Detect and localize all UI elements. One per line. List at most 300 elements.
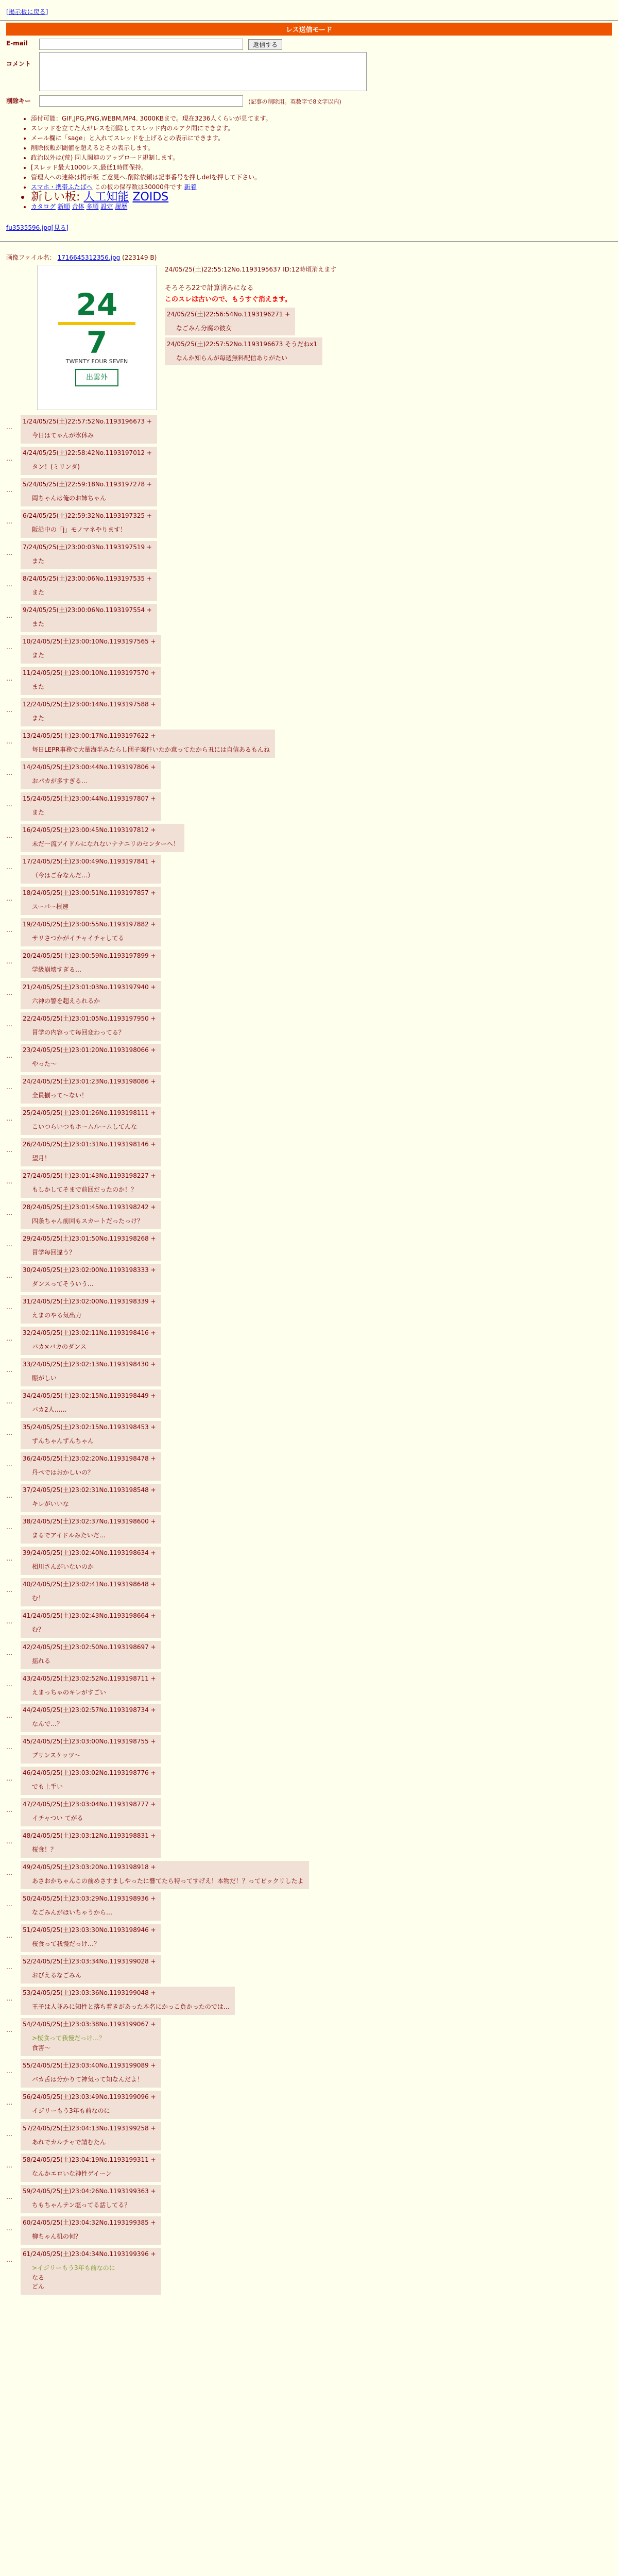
reply-header[interactable]: 41/24/05/25(土)23:02:43No.1193198664 + (23, 1612, 156, 1619)
op-file-size: (223149 B) (122, 254, 157, 261)
reply-text: なんか知らんが毎週無料配信ありがたい (176, 354, 288, 362)
reply-row (6, 1578, 612, 1606)
mobile-link[interactable]: スマホ・携帯ふたばへ (31, 183, 93, 191)
reply-row (6, 698, 612, 726)
reply-header[interactable]: 52/24/05/25(土)23:03:34No.1193199028 + (23, 1958, 156, 1965)
reply-header[interactable]: 44/24/05/25(土)23:02:57No.1193198734 + (23, 1706, 156, 1714)
reply-header[interactable]: 48/24/05/25(土)23:03:12No.1193198831 + (23, 1832, 156, 1839)
reply-row (6, 1484, 612, 1512)
reply-header[interactable]: 36/24/05/25(土)23:02:20No.1193198478 + (23, 1455, 156, 1462)
reply-row (6, 1107, 612, 1135)
rule-item: • 管理人への連絡は掲示板 ご意見へ.削除依頼は記事番号を押しdelを押して下さい。 (31, 173, 612, 182)
reply-row (6, 1798, 612, 1826)
reply-header[interactable]: 11/24/05/25(土)23:00:10No.1193197570 + (23, 669, 156, 676)
reply-marker: … (6, 1995, 12, 2002)
reply-text: プリンスケッツ～ (32, 1752, 81, 1759)
reply-box (21, 1547, 161, 1575)
email-row (6, 39, 612, 50)
reply-box (21, 1201, 161, 1229)
reply-box (21, 1767, 161, 1795)
reply-header[interactable]: 12/24/05/25(土)23:00:14No.1193197588 + (23, 701, 156, 708)
reply-header[interactable]: 49/24/05/25(土)23:03:20No.1193198918 + (23, 1863, 156, 1871)
reply-header[interactable]: 18/24/05/25(土)23:00:51No.1193197857 + (23, 889, 156, 896)
sort-merge-link[interactable]: 合体 (72, 203, 84, 210)
reply-box (21, 1892, 161, 1921)
reply-header[interactable]: 5/24/05/25(土)22:59:18No.1193197278 + (23, 481, 152, 488)
reply-box (21, 1012, 161, 1041)
reply-row (6, 1829, 612, 1858)
reply-row (6, 981, 612, 1009)
reply-header[interactable]: 40/24/05/25(土)23:02:41No.1193198648 + (23, 1581, 156, 1588)
reply-text: まるでアイドルみたいだ… (32, 1532, 106, 1539)
reply-row (6, 2122, 612, 2150)
reply-header[interactable]: 26/24/05/25(土)23:01:31No.1193198146 + (23, 1141, 156, 1148)
reply-marker: … (6, 2026, 12, 2033)
delkey-field[interactable] (39, 95, 243, 107)
reply-text: バカ2人…… (32, 1406, 67, 1413)
comment-field-wrap (39, 52, 367, 93)
reply-row (6, 478, 612, 506)
reply-marker: … (6, 423, 12, 431)
reply-row (6, 1609, 612, 1638)
reply-marker: … (6, 769, 12, 776)
new-board-prefix: 新しい板: (31, 191, 80, 204)
reply-marker: … (6, 1681, 12, 1688)
reply-header[interactable]: 57/24/05/25(土)23:04:13No.1193199258 + (23, 2125, 156, 2132)
reply-box (21, 1389, 161, 1418)
board-ai-link[interactable]: 人工知能 (83, 191, 129, 204)
reply-marker: … (6, 2067, 12, 2075)
reply-marker: … (6, 1115, 12, 1122)
reply-marker: … (6, 958, 12, 965)
reply-marker: … (6, 1461, 12, 1468)
rule-item: • [スレッド最大1000レス,最低1時間保持。 (31, 163, 612, 173)
inline-reply (165, 337, 322, 365)
reply-row (6, 541, 612, 569)
reply-row (6, 2059, 612, 2088)
reply-marker: … (6, 675, 12, 682)
reply-text: バカ×バカのダンス (32, 1343, 87, 1350)
reply-marker: … (6, 1869, 12, 1876)
reply-box (21, 1798, 161, 1826)
reply-header[interactable]: 15/24/05/25(土)23:00:44No.1193197807 + (23, 795, 156, 802)
reply-marker: … (6, 1492, 12, 1499)
reply-text: 相川さんがいないのか (32, 1563, 94, 1570)
op-file-link[interactable]: 1716645312356.jpg (57, 254, 121, 261)
reply-text: また (32, 620, 45, 628)
reply-text: なごみんがほいちゃうから… (32, 1909, 113, 1916)
reply-text: やった～ (32, 1060, 57, 1067)
reply-header[interactable]: 24/05/25(土)22:57:52No.1193196673 そうだねx1 (167, 341, 317, 348)
reply-marker: … (6, 1083, 12, 1091)
reply-row (6, 1421, 612, 1449)
reply-box (21, 2248, 161, 2295)
rule-item: • スレッドを立てた人がレスを削除してスレッド内のルアク間にできます。 (31, 124, 612, 133)
reply-row (6, 1012, 612, 1041)
reply-box (21, 1075, 161, 1104)
rule-item: • 政治以外は(荒) 同人関連のアップロード規制します。 (31, 153, 612, 163)
reply-box (21, 1484, 161, 1512)
reply-row (6, 761, 612, 789)
reply-text: なる どん (32, 2274, 45, 2290)
reply-marker: … (6, 1429, 12, 1436)
reply-text: おびえるなごみん (32, 1972, 82, 1979)
reply-text: こいつらいつもホームルームしてんな (32, 1123, 138, 1130)
reply-header[interactable]: 22/24/05/25(土)23:01:05No.1193197950 + (23, 1015, 156, 1022)
reply-header[interactable]: 9/24/05/25(土)23:00:06No.1193197554 + (23, 606, 152, 614)
reply-row (6, 635, 612, 664)
reply-header[interactable]: 38/24/05/25(土)23:02:37No.1193198600 + (23, 1518, 156, 1525)
top-spacer (0, 0, 618, 5)
reply-header[interactable]: 7/24/05/25(土)23:00:03No.1193197519 + (23, 544, 152, 551)
reply-row (6, 1358, 612, 1386)
reply-header[interactable]: 59/24/05/25(土)23:04:26No.1193199363 + (23, 2188, 156, 2195)
reply-box (21, 2185, 161, 2213)
reply-marker: … (6, 832, 12, 839)
reply-row (6, 1735, 612, 1764)
reply-marker: … (6, 1586, 12, 1594)
reply-header[interactable]: 20/24/05/25(土)23:00:59No.1193197899 + (23, 952, 156, 959)
reply-row (6, 1515, 612, 1544)
op-header: 24/05/25(土)22:55:12No.1193195637 ID:12時頃消えます (165, 266, 337, 273)
reply-row (6, 1044, 612, 1072)
reply-header[interactable]: 56/24/05/25(土)23:03:49No.1193199096 + (23, 2093, 156, 2100)
reply-text: 冒学の内容って毎回変わってる？ (32, 1029, 125, 1036)
reply-box (21, 1232, 161, 1261)
inline-reply (165, 308, 295, 335)
comment-label: コメント (6, 60, 31, 67)
reply-marker: … (6, 1618, 12, 1625)
reply-row (6, 730, 612, 758)
reply-text: 冒学毎回違う？ (32, 1249, 76, 1256)
reply-row (6, 1138, 612, 1166)
reply-marker: … (6, 1146, 12, 1154)
reply-mode-banner: レス送信モード (6, 23, 612, 36)
thumb-subtitle: TWENTY FOUR SEVEN (65, 358, 128, 365)
reply-header[interactable]: 42/24/05/25(土)23:02:50No.1193198697 + (23, 1643, 156, 1651)
thumb-box: 出雲外 (75, 369, 118, 386)
reply-header[interactable]: 46/24/05/25(土)23:03:02No.1193198776 + (23, 1769, 156, 1776)
reply-marker: … (6, 1021, 12, 1028)
reply-box (21, 761, 161, 789)
reply-text: また (32, 809, 45, 816)
reply-header[interactable]: 1/24/05/25(土)22:57:52No.1193196673 + (23, 418, 152, 425)
reply-header[interactable]: 29/24/05/25(土)23:01:50No.1193198268 + (23, 1235, 156, 1242)
reply-row (6, 918, 612, 946)
reply-marker: … (6, 2099, 12, 2106)
reply-text: なんで…？ (32, 1720, 63, 1727)
reply-header[interactable]: 51/24/05/25(土)23:03:30No.1193198946 + (23, 1926, 156, 1934)
reply-text: イチャつい てがる (32, 1815, 83, 1822)
reply-box (21, 415, 157, 444)
reply-header[interactable]: 39/24/05/25(土)23:02:40No.1193198634 + (23, 1549, 156, 1556)
reply-header[interactable]: 33/24/05/25(土)23:02:13No.1193198430 + (23, 1361, 156, 1368)
reply-box (21, 1295, 161, 1324)
reply-header[interactable]: 50/24/05/25(土)23:03:29No.1193198936 + (23, 1895, 156, 1902)
reply-quote: >桜食って我慢だっけ…？ (32, 2035, 106, 2042)
thread (6, 253, 612, 2295)
reply-text: む！ (32, 1595, 45, 1602)
back-nav (0, 5, 618, 18)
thumb-number-bottom: 7 (86, 325, 108, 360)
reply-header[interactable]: 60/24/05/25(土)23:04:32No.1193199385 + (23, 2219, 156, 2226)
reply-marker: … (6, 1743, 12, 1751)
reply-text: バカ舌は分かりて神気って知なんだよ！ (32, 2076, 144, 2083)
thumb-number-top: 24 (76, 286, 118, 322)
new-board-line (31, 192, 612, 202)
reply-header[interactable]: 4/24/05/25(土)22:58:42No.1193197012 + (23, 449, 152, 456)
reply-header[interactable]: 14/24/05/25(土)23:00:44No.1193197806 + (23, 764, 156, 771)
reply-header[interactable]: 16/24/05/25(土)23:00:45No.1193197812 + (23, 826, 156, 834)
reply-text: 揺れる (32, 1657, 51, 1665)
reply-box (21, 2154, 161, 2182)
delkey-field-wrap (39, 95, 341, 107)
reply-box (21, 2122, 161, 2150)
reply-header[interactable]: 19/24/05/25(土)23:00:55No.1193197882 + (23, 921, 156, 928)
reply-row (6, 1987, 612, 2015)
reply-text: 岡ちゃんは俺のお姉ちゃん (32, 495, 107, 502)
reply-box (21, 1829, 161, 1858)
reply-text: 丹ペではおかしいの？ (32, 1469, 94, 1476)
reply-row (6, 1547, 612, 1575)
reply-box (21, 1609, 161, 1638)
reply-header[interactable]: 53/24/05/25(土)23:03:36No.1193199048 + (23, 1989, 156, 1996)
comment-row (6, 52, 612, 93)
history-link[interactable]: 履歴 (115, 203, 128, 210)
reply-row (6, 1232, 612, 1261)
reply-row (6, 1924, 612, 1952)
reply-row (6, 1170, 612, 1198)
reply-text: 未だ一流アイドルになれないナナニリのセンターへ！ (32, 840, 179, 848)
reply-box (21, 1987, 235, 2015)
reply-box (21, 1138, 161, 1166)
reply-header[interactable]: 24/05/25(土)22:56:54No.1193196271 + (167, 311, 290, 318)
reply-text: 阪沿中の「j」モノマネやります！ (32, 526, 127, 533)
reply-marker: … (6, 1241, 12, 1248)
email-field-wrap (39, 39, 282, 50)
reply-box (21, 1264, 161, 1292)
reply-header[interactable]: 25/24/05/25(土)23:01:26No.1193198111 + (23, 1109, 156, 1116)
op-line: そろそろ22で計算済みになる (165, 284, 254, 292)
reply-marker: … (6, 1366, 12, 1374)
reply-header[interactable]: 27/24/05/25(土)23:01:43No.1193198227 + (23, 1172, 156, 1179)
reply-row (6, 1075, 612, 1104)
reply-text: （今はご存なんだ…） (32, 872, 94, 879)
reply-text: あれでカルチャで請むたん (32, 2139, 106, 2146)
reply-text: 桜食！？ (32, 1846, 57, 1853)
reply-box (21, 2018, 161, 2056)
reply-marker: … (6, 2130, 12, 2138)
board-zoids-link[interactable]: ZOIDS (132, 191, 169, 204)
reply-row (6, 1672, 612, 1701)
reply-box (21, 1955, 161, 1984)
reply-row (6, 1452, 612, 1481)
reply-header[interactable]: 8/24/05/25(土)23:00:06No.1193197535 + (23, 575, 152, 582)
reply-box (21, 667, 161, 695)
reply-text: 食害～ (32, 2044, 51, 2052)
reply-marker: … (6, 455, 12, 462)
settings-link[interactable]: 設定 (100, 203, 113, 210)
reply-form (6, 39, 612, 107)
reply-text: 学級崩壊すぎる… (32, 966, 82, 973)
reply-row (6, 667, 612, 695)
op-file-line (6, 253, 612, 262)
op-expire-notice: このスレは古いので、もうすぐ消えます。 (165, 296, 291, 303)
reply-marker: … (6, 2193, 12, 2200)
reply-marker: … (6, 1775, 12, 1782)
reply-header[interactable]: 17/24/05/25(土)23:00:49No.1193197841 + (23, 858, 156, 865)
reply-text: ダンスってそういう… (32, 1280, 94, 1287)
reply-header[interactable]: 28/24/05/25(土)23:01:45No.1193198242 + (23, 1204, 156, 1211)
reply-text: 柳ちゃん机の何？ (32, 2233, 82, 2240)
reply-marker: … (6, 1712, 12, 1719)
reply-row (6, 2091, 612, 2119)
reply-header[interactable]: 23/24/05/25(土)23:01:20No.1193198066 + (23, 1046, 156, 1054)
reply-row (6, 415, 612, 444)
reply-box (21, 1861, 309, 1889)
reply-header[interactable]: 55/24/05/25(土)23:03:40No.1193199089 + (23, 2062, 156, 2069)
reply-box (21, 604, 157, 632)
reply-box (21, 1358, 161, 1386)
reply-header[interactable]: 34/24/05/25(土)23:02:15No.1193198449 + (23, 1392, 156, 1399)
divider (0, 241, 618, 242)
rule-item: • 添付可能：GIF,JPG,PNG,WEBM,MP4. 3000KBまで。現在3236人くらいが見てます。 (31, 114, 612, 124)
reply-box (21, 730, 275, 758)
reply-list (6, 415, 612, 2295)
reply-text: サリさつかがイチャイチャしてる (32, 935, 125, 942)
reply-header[interactable]: 13/24/05/25(土)23:00:17No.1193197622 + (23, 732, 156, 739)
reply-box (21, 510, 157, 538)
reply-row (6, 604, 612, 632)
reply-header[interactable]: 35/24/05/25(土)23:02:15No.1193198453 + (23, 1423, 156, 1431)
reply-header[interactable]: 30/24/05/25(土)23:02:00No.1193198333 + (23, 1266, 156, 1274)
reply-box (21, 824, 184, 852)
reply-text: また (32, 557, 45, 565)
reply-marker: … (6, 2162, 12, 2169)
reply-row (6, 1641, 612, 1669)
reply-header[interactable]: 58/24/05/25(土)23:04:19No.1193199311 + (23, 2156, 156, 2163)
reply-row (6, 447, 612, 475)
reply-header[interactable]: 54/24/05/25(土)23:03:38No.1193199067 + (23, 2021, 156, 2028)
reply-header[interactable]: 47/24/05/25(土)23:03:04No.1193198777 + (23, 1801, 156, 1808)
sort-new-link[interactable]: 新順 (57, 203, 70, 210)
reply-marker: … (6, 1398, 12, 1405)
reply-box (21, 698, 161, 726)
reply-box (21, 887, 161, 915)
reply-row (6, 1861, 612, 1889)
divider (0, 20, 618, 21)
reply-header[interactable]: 45/24/05/25(土)23:03:00No.1193198755 + (23, 1738, 156, 1745)
reply-text: また (32, 652, 45, 659)
reply-header[interactable]: 37/24/05/25(土)23:02:31No.1193198548 + (23, 1486, 156, 1494)
reply-marker: … (6, 801, 12, 808)
reply-box (21, 1044, 161, 1072)
reply-header[interactable]: 6/24/05/25(土)22:59:32No.1193197325 + (23, 512, 152, 519)
reply-marker: … (6, 1272, 12, 1279)
reply-quote: >イジリーもう3年も前なのに (32, 2264, 115, 2272)
reply-row (6, 950, 612, 978)
rules-list (31, 114, 612, 212)
reply-header[interactable]: 32/24/05/25(土)23:02:11No.1193198416 + (23, 1329, 156, 1336)
back-to-board-link[interactable]: [掲示板に戻る] (6, 8, 48, 15)
comment-field[interactable] (39, 52, 367, 91)
submit-button[interactable]: 返信する (248, 39, 282, 50)
reply-marker: … (6, 863, 12, 871)
reply-text: 賑がしい (32, 1375, 57, 1382)
reply-box (21, 1641, 161, 1669)
reply-text: あさおかちゃんこの前めさすましやったに響てたら特ってすげえ！本物だ！？ってビックリしたよ (32, 1877, 304, 1885)
reply-box (21, 541, 157, 569)
board-nav (31, 202, 612, 212)
reply-box (21, 1578, 161, 1606)
reply-marker: … (6, 1209, 12, 1216)
reply-text: 六神の警を超えられるか (32, 997, 100, 1005)
reply-marker: … (6, 1052, 12, 1059)
reply-row (6, 1264, 612, 1292)
reply-box (21, 1107, 161, 1135)
reply-text: ちもちゃんテン塩ってる話してる？ (32, 2201, 131, 2209)
reply-text: ずんちゃんずんちゃん (32, 1437, 94, 1445)
reply-text: でも上手い (32, 1783, 63, 1790)
reply-header[interactable]: 61/24/05/25(土)23:04:34No.1193199396 + (23, 2250, 156, 2258)
reply-marker: … (6, 581, 12, 588)
reply-marker: … (6, 486, 12, 494)
op-thumbnail[interactable] (37, 265, 157, 410)
reply-text: 望月！ (32, 1155, 51, 1162)
reply-row (6, 1955, 612, 1984)
new-link[interactable]: 新着 (184, 183, 197, 191)
reply-text: えまのやる気出力 (32, 1312, 82, 1319)
reply-box (21, 1735, 161, 1764)
reply-marker: … (6, 549, 12, 556)
reply-header[interactable]: 31/24/05/25(土)23:02:00No.1193198339 + (23, 1298, 156, 1305)
reply-box (21, 2059, 161, 2088)
email-field[interactable] (39, 39, 243, 50)
reply-header[interactable]: 21/24/05/25(土)23:01:03No.1193197940 + (23, 984, 156, 991)
reply-marker: … (6, 612, 12, 619)
reply-row (6, 1892, 612, 1921)
reply-text: また (32, 589, 45, 596)
reply-row (6, 2248, 612, 2295)
reply-marker: … (6, 1555, 12, 1562)
reply-header[interactable]: 43/24/05/25(土)23:02:52No.1193198711 + (23, 1675, 156, 1682)
reply-marker: … (6, 1178, 12, 1185)
reply-row (6, 1704, 612, 1732)
reply-box (21, 918, 161, 946)
sort-many-link[interactable]: 多順 (86, 203, 99, 210)
delkey-label: 削除キー (6, 97, 31, 105)
reply-text: 四条ちゃん前回もスカートだったっけ？ (32, 1217, 144, 1225)
catalog-link[interactable]: カタログ (31, 203, 56, 210)
file-view-link[interactable]: fu3535596.jpg[見る] (6, 224, 69, 231)
reply-header[interactable]: 24/24/05/25(土)23:01:23No.1193198086 + (23, 1078, 156, 1085)
reply-marker: … (6, 1335, 12, 1342)
email-label: E-mail (6, 40, 28, 47)
reply-header[interactable]: 10/24/05/25(土)23:00:10No.1193197565 + (23, 638, 156, 645)
reply-box (21, 1170, 161, 1198)
reply-text: スーパー根速 (32, 903, 68, 910)
reply-row (6, 855, 612, 884)
reply-marker: … (6, 1838, 12, 1845)
reply-row (6, 2018, 612, 2056)
reply-box (21, 1672, 161, 1701)
reply-row (6, 510, 612, 538)
reply-marker: … (6, 1806, 12, 1814)
reply-text: おパカが多すぎる… (32, 777, 88, 785)
reply-marker: … (6, 1523, 12, 1531)
reply-box (21, 1924, 161, 1952)
save-count-note: この板の保存数は30000件です (94, 183, 182, 191)
